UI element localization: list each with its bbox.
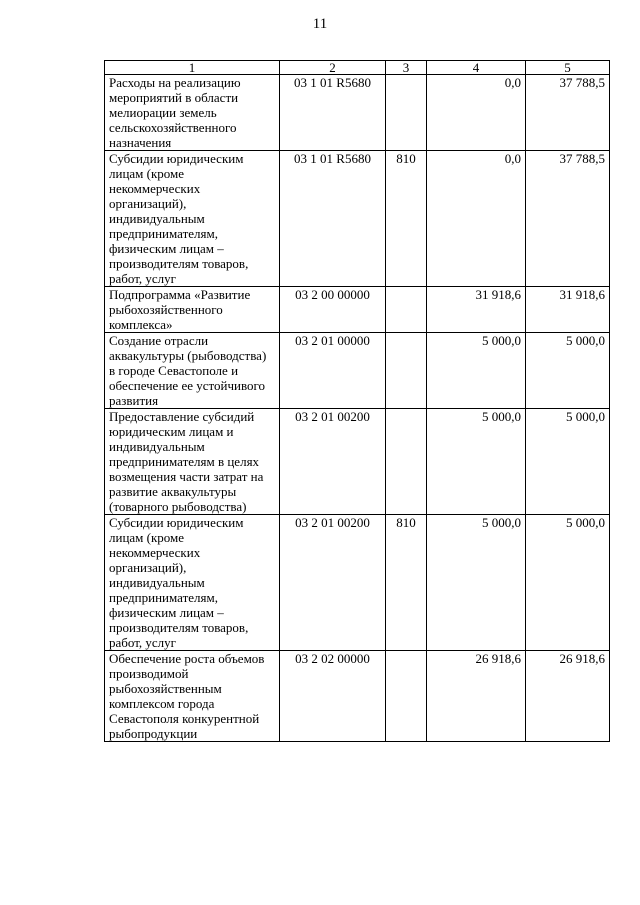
header-col-1: 1 [105, 61, 280, 75]
row-type [386, 333, 427, 409]
row-name: Предоставление субсидий юридическим лицам и индивидуальным предпринимателям в целях возмещения части затрат на развитие аквакультуры (товарного рыбоводства) [105, 409, 280, 515]
page-number: 11 [312, 16, 328, 32]
row-col4: 5 000,0 [427, 515, 526, 651]
row-col5: 37 788,5 [526, 75, 610, 151]
row-col5: 5 000,0 [526, 333, 610, 409]
table-row [105, 409, 610, 515]
row-code: 03 2 01 00200 [280, 515, 386, 651]
row-code: 03 1 01 R5680 [280, 75, 386, 151]
row-name: Обеспечение роста объемов производимой рыбохозяйственным комплексом города Севастополя конкурентной рыбопродукции [105, 651, 280, 742]
header-col-3: 3 [386, 61, 427, 75]
table-header-row [105, 61, 610, 75]
row-code: 03 2 00 00000 [280, 287, 386, 333]
table-row [105, 287, 610, 333]
row-col5: 5 000,0 [526, 409, 610, 515]
row-name: Подпрограмма «Развитие рыбохозяйственного комплекса» [105, 287, 280, 333]
header-col-2: 2 [280, 61, 386, 75]
row-col4: 0,0 [427, 75, 526, 151]
row-name: Субсидии юридическим лицам (кроме некоммерческих организаций), индивидуальным предпринимателям, физическим лицам – производителям товаров, работ, услуг [105, 151, 280, 287]
header-col-4: 4 [427, 61, 526, 75]
row-col4: 26 918,6 [427, 651, 526, 742]
row-type [386, 287, 427, 333]
row-col5: 5 000,0 [526, 515, 610, 651]
row-col4: 0,0 [427, 151, 526, 287]
table-row [105, 151, 610, 287]
row-code: 03 2 01 00000 [280, 333, 386, 409]
budget-table [104, 60, 610, 742]
row-name: Субсидии юридическим лицам (кроме некоммерческих организаций), индивидуальным предпринимателям, физическим лицам – производителям товаров, работ, услуг [105, 515, 280, 651]
row-col5: 26 918,6 [526, 651, 610, 742]
table-row [105, 515, 610, 651]
row-col4: 31 918,6 [427, 287, 526, 333]
row-name: Создание отрасли аквакультуры (рыбоводства) в городе Севастополе и обеспечение ее устойчивого развития [105, 333, 280, 409]
row-col4: 5 000,0 [427, 333, 526, 409]
row-type [386, 75, 427, 151]
row-type [386, 409, 427, 515]
row-code: 03 1 01 R5680 [280, 151, 386, 287]
table-row [105, 333, 610, 409]
table-row [105, 75, 610, 151]
row-name: Расходы на реализацию мероприятий в области мелиорации земель сельскохозяйственного назначения [105, 75, 280, 151]
row-type [386, 651, 427, 742]
row-col4: 5 000,0 [427, 409, 526, 515]
header-col-5: 5 [526, 61, 610, 75]
row-type: 810 [386, 515, 427, 651]
row-code: 03 2 01 00200 [280, 409, 386, 515]
row-col5: 31 918,6 [526, 287, 610, 333]
row-col5: 37 788,5 [526, 151, 610, 287]
table-row [105, 651, 610, 742]
row-code: 03 2 02 00000 [280, 651, 386, 742]
row-type: 810 [386, 151, 427, 287]
